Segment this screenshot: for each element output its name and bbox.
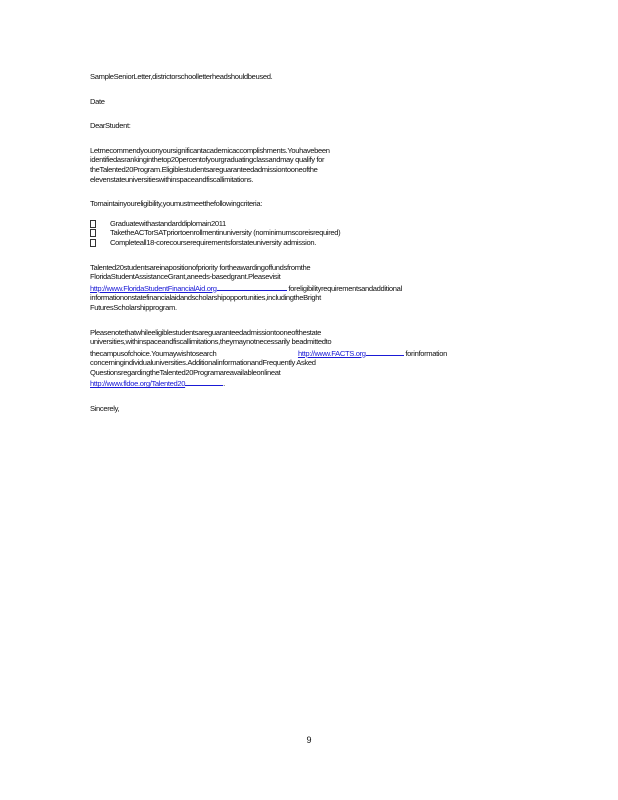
paragraph-line: elevenstateuniversitieswithinspaceandfiscallimitations.	[90, 174, 254, 184]
paragraph-commendation	[90, 146, 510, 184]
link-underline-pad	[217, 282, 287, 291]
page-number: 9	[306, 735, 312, 745]
paragraph-line: universities,withinspaceandfiscallimitations,theymaynotnecessarily beadmittedto	[90, 337, 332, 347]
florida-financial-aid-link[interactable]: http://www.FloridaStudentFinancialAid.org	[90, 283, 217, 293]
link-underline-pad	[366, 347, 404, 356]
paragraph-text: forinformation	[405, 348, 447, 358]
salutation: DearStudent:	[90, 121, 131, 131]
paragraph-admission	[90, 328, 510, 390]
link-underline-pad	[185, 377, 225, 389]
paragraph-line: identifiedasrankinginthetop20percentofyourgraduatingclassandmay qualify for	[90, 155, 325, 165]
letterhead-note: SampleSeniorLetter,districtorschoolletterheadshouldbeused.	[90, 72, 273, 81]
closing: Sincerely,	[90, 404, 120, 414]
paragraph-line	[90, 347, 510, 359]
facts-link[interactable]: http://www.FACTS.org	[297, 348, 366, 358]
bullet-box-icon	[90, 220, 96, 228]
paragraph-line	[90, 282, 510, 294]
paragraph-line: informationonstatefinancialaidandscholarshipopportunities,includingtheBright	[90, 293, 321, 303]
bullet-box-icon	[90, 229, 96, 237]
criteria-intro: Tomaintainyoureligibility,youmustmeetthefollowingcriteria:	[90, 199, 263, 209]
date-label: Date	[90, 96, 105, 106]
paragraph-financial-aid	[90, 263, 510, 313]
criteria-text: TaketheACTorSATpriortoenrollmentinuniversity (nominimumscoreisrequired)	[110, 228, 341, 238]
paragraph-line: Pleasenotethatwhileeligiblestudentsareguaranteedadmissiontooneofthestate	[90, 327, 322, 337]
paragraph-line: concerningindividualuniversities.AdditionalinformationandFrequently Asked	[90, 358, 316, 368]
paragraph-line	[90, 377, 510, 389]
list-item	[90, 219, 510, 229]
talented20-link[interactable]: http://www.fldoe.org/Talented20	[90, 379, 186, 389]
paragraph-text: thecampusofchoice.Youmaywishtosearch	[90, 348, 217, 358]
letter-body	[90, 72, 510, 414]
bullet-box-icon	[90, 239, 96, 247]
paragraph-text: .	[223, 379, 225, 389]
list-item	[90, 228, 510, 238]
paragraph-line: Letmecommendyouonyoursignificantacademicaccomplishments.Youhavebeen	[90, 145, 330, 155]
paragraph-text: foreligibilityrequirementsandadditional	[288, 283, 402, 293]
paragraph-line: FuturesScholarshipprogram.	[90, 302, 177, 312]
list-item	[90, 238, 510, 248]
paragraph-line: FloridaStudentAssistanceGrant,aneeds-basedgrant.Pleasevisit	[90, 272, 281, 282]
criteria-text: Completeall18-corecourserequirementsforstateuniversity admission.	[110, 237, 317, 247]
criteria-text: Graduatewithastandarddiplomain2011	[110, 218, 226, 228]
criteria-list	[90, 219, 510, 248]
paragraph-line: theTalented20Program.Eligiblestudentsareguaranteedadmissiontooneofthe	[90, 164, 318, 174]
paragraph-line: QuestionsregardingtheTalented20Programareavailableonlineat	[90, 367, 281, 377]
paragraph-line: Talented20studentsareinapositionofpriority fortheawardingoffundsfromthe	[90, 262, 311, 272]
